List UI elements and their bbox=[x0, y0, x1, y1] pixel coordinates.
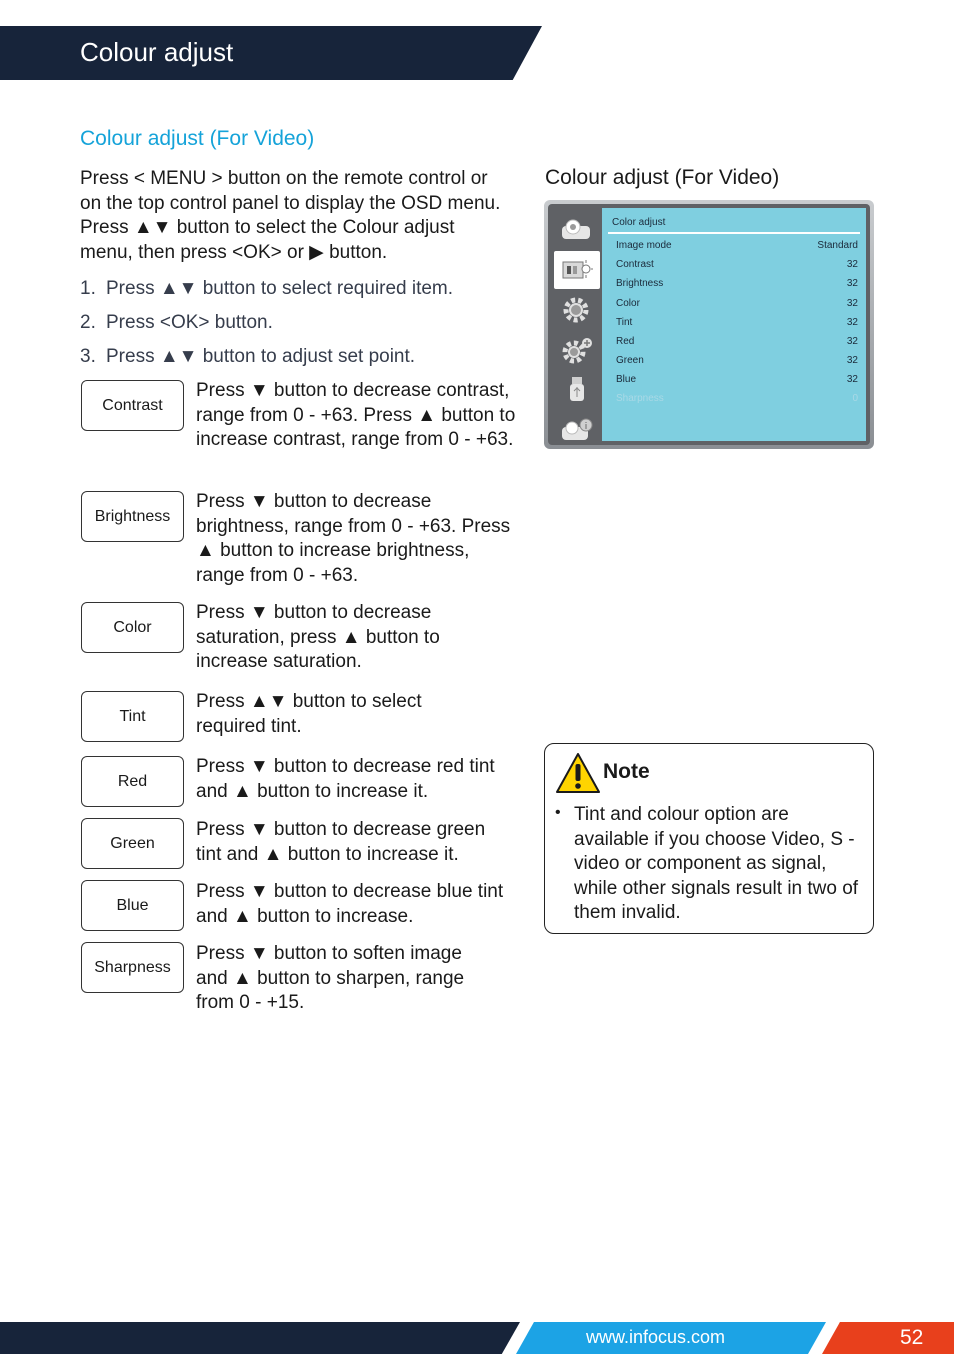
item-box-brightness: Brightness bbox=[81, 491, 184, 542]
item-desc-red: Press ▼ button to decrease red tint and ▲ button to increase it. bbox=[196, 756, 495, 802]
svg-text:i: i bbox=[584, 422, 588, 432]
osd-row-sharpness bbox=[616, 393, 858, 407]
color-adjust-icon bbox=[554, 251, 600, 289]
advanced-gear-icon bbox=[554, 331, 600, 369]
item-desc-brightness: Press ▼ button to decrease brightness, range from 0 - +63. Press ▲ button to increase brightness, range from 0 - +63. bbox=[196, 491, 511, 586]
osd-row-value: 32 bbox=[846, 317, 858, 328]
osd-row-value: 32 bbox=[846, 278, 858, 289]
item-box-green: Green bbox=[81, 818, 184, 869]
note-bullet: • bbox=[555, 804, 561, 821]
usb-icon bbox=[554, 371, 600, 409]
item-desc-sharpness: Press ▼ button to soften image and ▲ button to sharpen, range from 0 - +15. bbox=[196, 943, 465, 1014]
osd-row-value: 32 bbox=[846, 336, 858, 347]
item-box-color: Color bbox=[81, 602, 184, 653]
item-desc-blue: Press ▼ button to decrease blue tint and ▲ button to increase. bbox=[196, 881, 504, 927]
image-icon bbox=[554, 211, 600, 249]
item-desc-contrast: Press ▼ button to decrease contrast, range from 0 - +63. Press ▲ button to increase contrast, range from 0 - +63. bbox=[196, 380, 516, 451]
item-desc-green: Press ▼ button to decrease green tint and ▲ button to increase it. bbox=[196, 819, 486, 865]
osd-row-color bbox=[616, 298, 858, 312]
osd-row-label: Green bbox=[616, 355, 644, 366]
osd-row-blue bbox=[616, 374, 858, 388]
item-box-tint: Tint bbox=[81, 691, 184, 742]
osd-row-brightness bbox=[616, 278, 858, 292]
item-desc-color: Press ▼ button to decrease saturation, press ▲ button to increase saturation. bbox=[196, 602, 440, 673]
footer-dark-bar bbox=[0, 1322, 520, 1354]
osd-menu-title: Color adjust bbox=[612, 217, 666, 228]
osd-row-label: Image mode bbox=[616, 240, 672, 251]
note-box bbox=[544, 743, 874, 934]
item-box-sharpness: Sharpness bbox=[81, 942, 184, 993]
info-icon bbox=[554, 411, 600, 449]
osd-row-value: 0 bbox=[852, 393, 858, 404]
step-text: Press ▲▼ button to adjust set point. bbox=[106, 346, 416, 367]
osd-row-value: 32 bbox=[846, 374, 858, 385]
item-box-blue: Blue bbox=[81, 880, 184, 931]
step-item bbox=[80, 346, 415, 368]
intro-paragraph: Press < MENU > button on the remote control or on the top control panel to display the OSD menu. Press ▲▼ button to select the Colour adjust menu, then press <OK> or ▶ button. bbox=[80, 168, 501, 263]
osd-menu-panel bbox=[602, 208, 866, 441]
osd-row-label: Contrast bbox=[616, 259, 654, 270]
osd-row-contrast bbox=[616, 259, 858, 273]
osd-row-green bbox=[616, 355, 858, 369]
osd-title-divider bbox=[608, 232, 860, 234]
footer-url[interactable]: www.infocus.com bbox=[586, 1327, 726, 1347]
item-box-contrast: Contrast bbox=[81, 380, 184, 431]
step-text: Press ▲▼ button to select required item. bbox=[106, 278, 454, 299]
section-title: Colour adjust (For Video) bbox=[80, 127, 315, 150]
step-text: Press <OK> button. bbox=[106, 312, 273, 333]
page-title: Colour adjust bbox=[80, 37, 234, 67]
settings-gear-icon bbox=[554, 291, 600, 329]
osd-caption: Colour adjust (For Video) bbox=[545, 166, 780, 189]
osd-frame bbox=[548, 204, 870, 445]
step-item bbox=[80, 278, 453, 300]
osd-row-label: Brightness bbox=[616, 278, 664, 289]
osd-sidebar bbox=[551, 207, 601, 442]
osd-row-value: 32 bbox=[846, 298, 858, 309]
osd-row-label: Sharpness bbox=[616, 393, 664, 404]
note-title: Note bbox=[603, 760, 650, 783]
osd-row-label: Tint bbox=[616, 317, 633, 328]
osd-row-value: 32 bbox=[846, 259, 858, 270]
osd-row-label: Red bbox=[616, 336, 635, 347]
osd-row-value: Standard bbox=[817, 240, 858, 251]
step-number: 1. bbox=[80, 278, 96, 299]
osd-row-image-mode bbox=[616, 240, 858, 254]
note-text: Tint and colour option are available if you choose Video, S - video or component as signal, while other signals result in two of them invalid. bbox=[574, 804, 859, 924]
item-desc-tint: Press ▲▼ button to select required tint. bbox=[196, 691, 422, 737]
osd-row-tint bbox=[616, 317, 858, 331]
step-number: 3. bbox=[80, 346, 96, 367]
osd-row-value: 32 bbox=[846, 355, 858, 366]
page-number: 52 bbox=[900, 1326, 924, 1349]
osd-screen bbox=[544, 200, 874, 449]
osd-row-red bbox=[616, 336, 858, 350]
warning-icon bbox=[555, 752, 601, 794]
step-item bbox=[80, 312, 273, 334]
osd-row-label: Blue bbox=[616, 374, 637, 385]
step-number: 2. bbox=[80, 312, 96, 333]
osd-row-label: Color bbox=[616, 298, 640, 309]
item-box-red: Red bbox=[81, 756, 184, 807]
footer-red-bar bbox=[822, 1322, 954, 1354]
